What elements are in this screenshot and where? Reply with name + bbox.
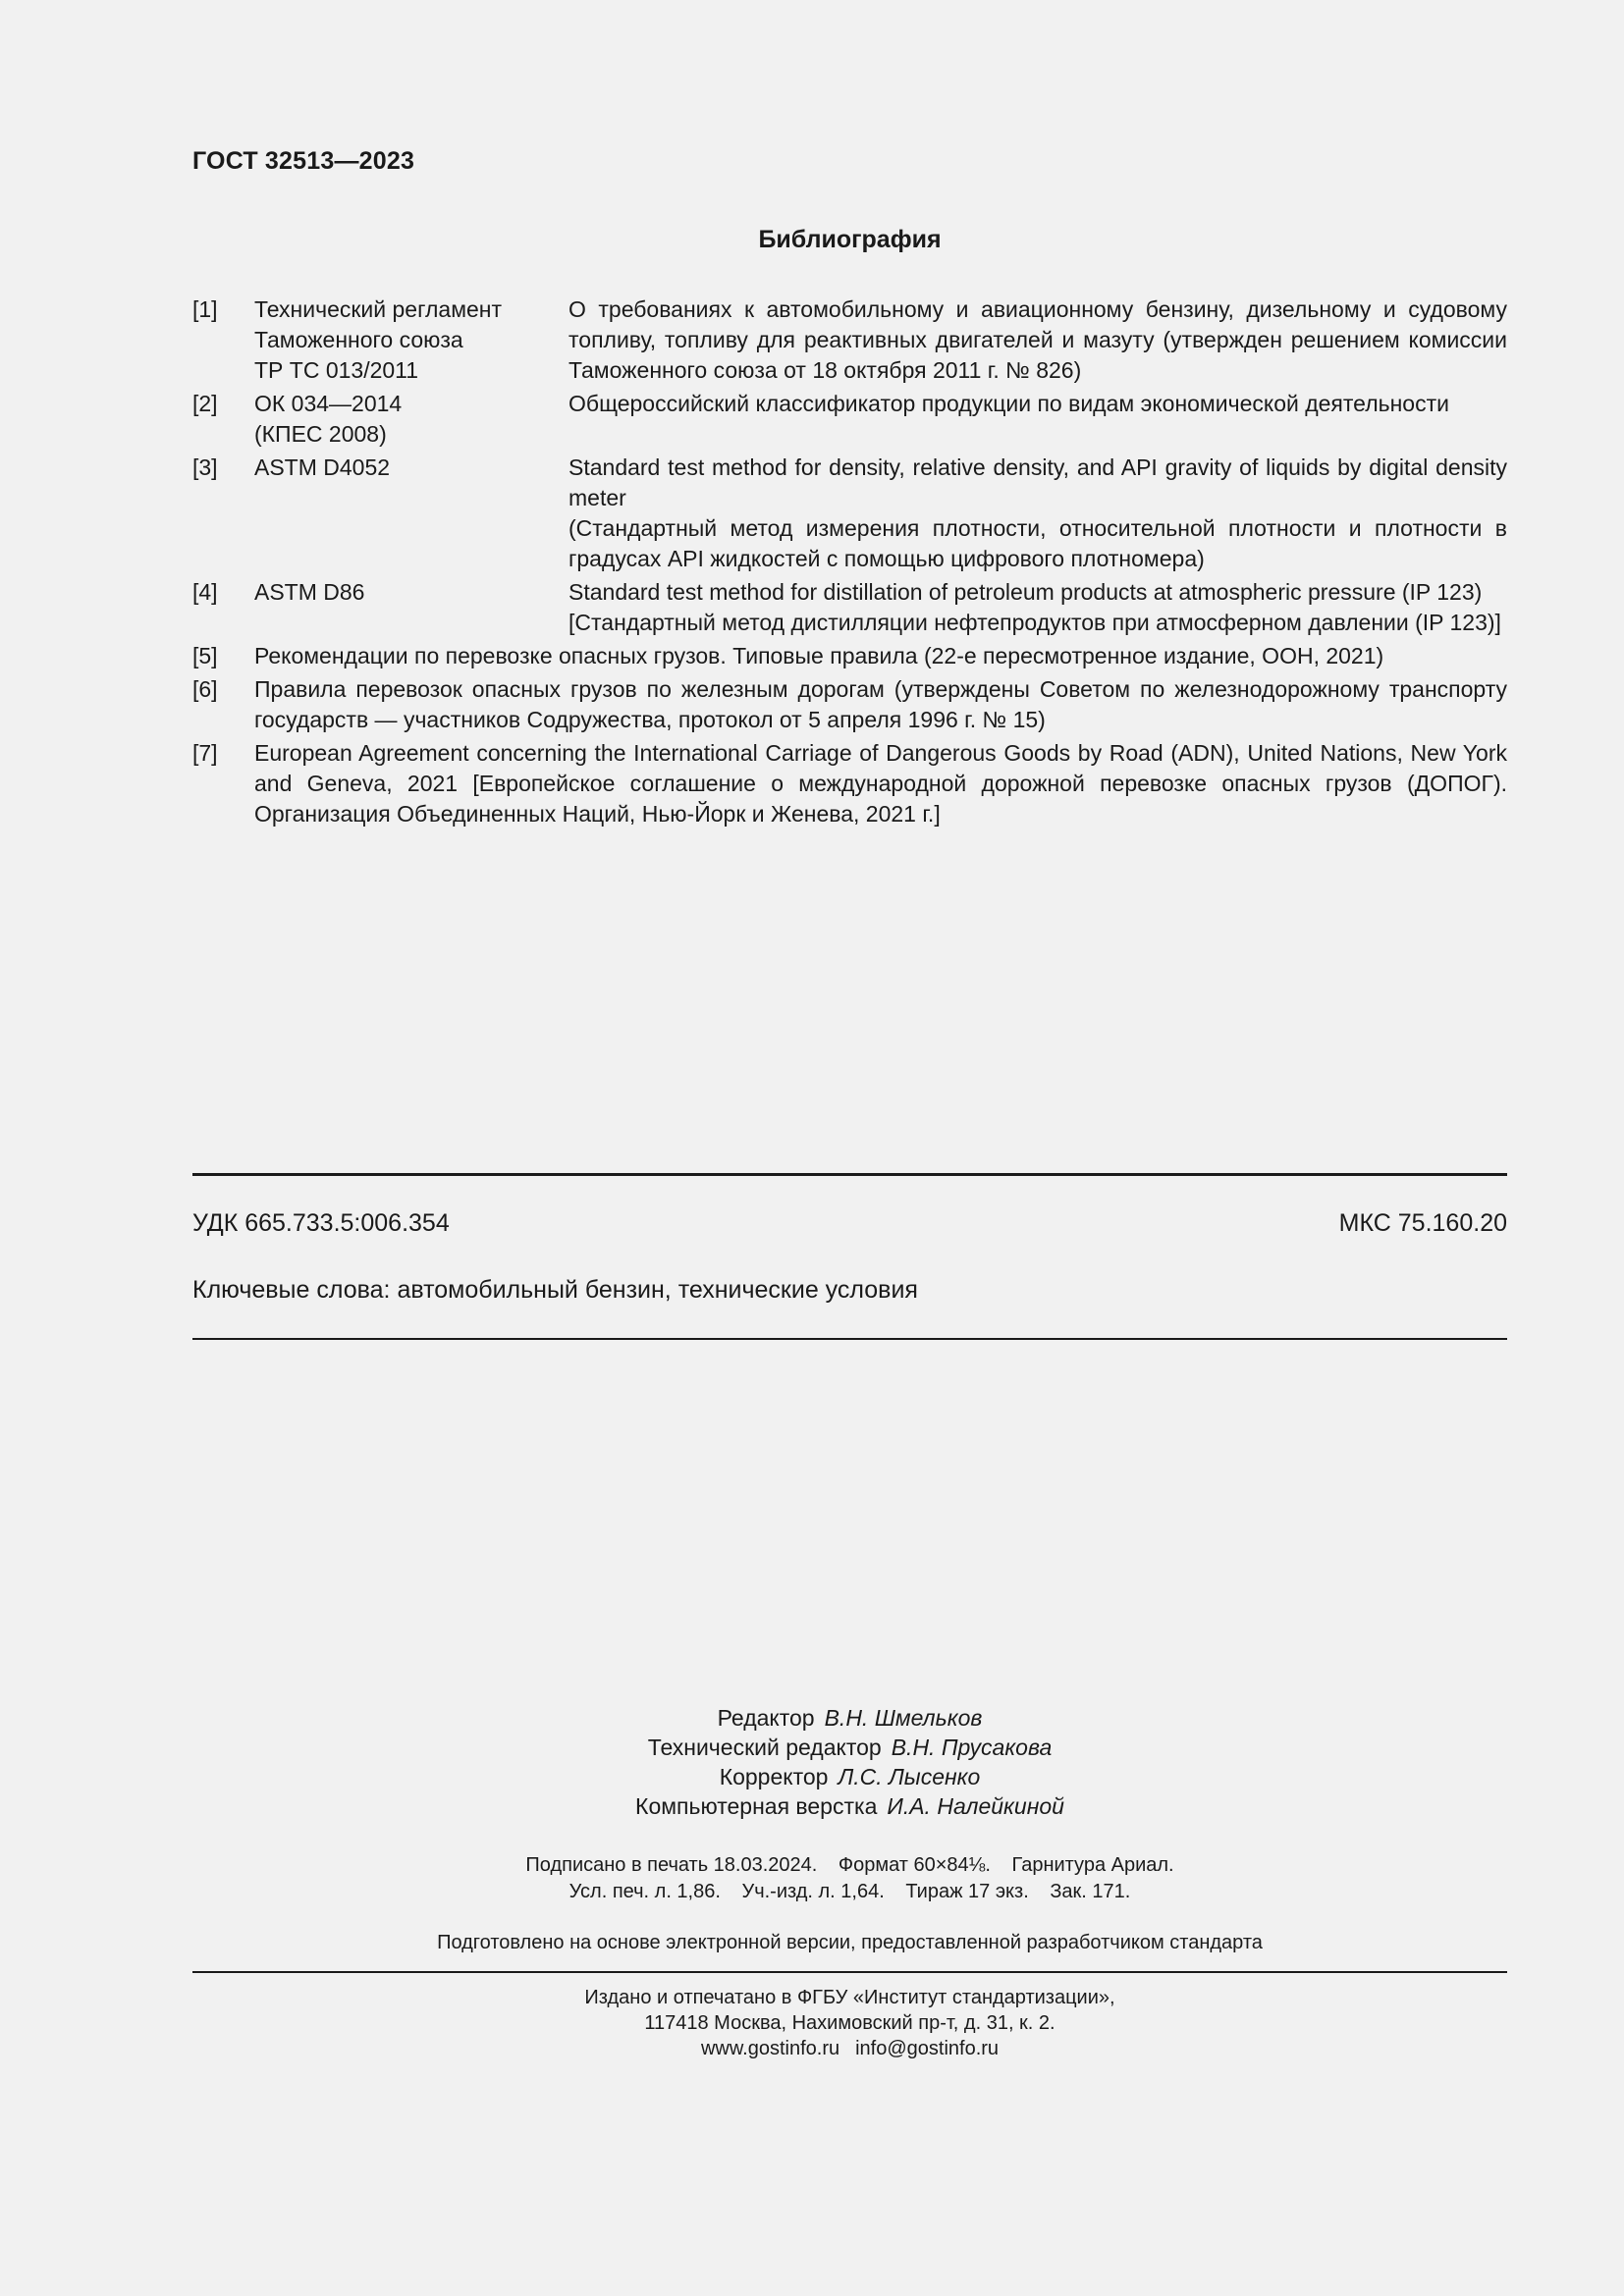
print-sheets: Усл. печ. л. 1,86. <box>568 1881 721 1902</box>
description-text: Standard test method for density, relative density, and API gravity of liquids by digital density meter <box>568 454 1507 510</box>
publisher-contacts <box>192 2036 1507 2061</box>
publisher-line: Издано и отпечатано в ФГБУ «Институт стандартизации», <box>584 1987 1115 2008</box>
description-text: Общероссийский классификатор продукции по видам экономической деятельности <box>568 391 1449 416</box>
credits <box>192 1703 1507 1821</box>
signed-date: Подписано в печать 18.03.2024. <box>525 1854 818 1876</box>
page <box>192 0 1507 2296</box>
print-info-line <box>192 1879 1507 1905</box>
website-link[interactable]: www.gostinfo.ru <box>700 2038 840 2059</box>
entry-source <box>254 577 568 638</box>
entry-source <box>254 389 568 450</box>
entry-description <box>568 577 1507 638</box>
divider <box>192 1338 1507 1340</box>
description-translation: (Стандартный метод измерения плотности, относительной плотности и плотности в градусах API жидкостей с помощью цифрового плотномера) <box>568 515 1507 571</box>
mks-code: МКС 75.160.20 <box>1338 1209 1507 1237</box>
entry-text: European Agreement concerning the International Carriage of Dangerous Goods by Road (ADN), United Nations, New York and Geneva, 2021 [Европейское соглашение о международной дорожной перевозке опасных грузов (ДОПОГ). Организация Объединенных Наций, Нью-Йорк и Женева, 2021 г.] <box>254 740 1507 827</box>
entry-description <box>568 453 1507 574</box>
print-info <box>192 1852 1507 1905</box>
entry-text: Правила перевозок опасных грузов по железным дорогам (утверждены Советом по железнодорожному транспорту государств — участников Содружества, протокол от 5 апреля 1996 г. № 15) <box>254 676 1507 732</box>
bibliography-entry <box>192 674 1507 735</box>
entry-number: [7] <box>192 740 218 766</box>
credit-line <box>192 1703 1507 1733</box>
credit-line <box>192 1762 1507 1791</box>
print-run: Тираж 17 экз. <box>905 1881 1029 1902</box>
udk-code: УДК 665.733.5:006.354 <box>192 1209 450 1237</box>
bibliography-entry <box>192 294 1507 386</box>
source-line: ASTM D86 <box>254 579 365 605</box>
print-info-line <box>192 1852 1507 1879</box>
credit-role: Технический редактор <box>647 1735 882 1760</box>
divider <box>192 1173 1507 1176</box>
bibliography-entry <box>192 577 1507 638</box>
source-line: Таможенного союза <box>254 327 463 352</box>
entry-description <box>568 294 1507 386</box>
bibliography-title: Библиография <box>758 226 942 253</box>
source-line: (КПЕС 2008) <box>254 421 387 447</box>
entry-number: [1] <box>192 296 218 322</box>
credit-line <box>192 1733 1507 1762</box>
bibliography-entry <box>192 453 1507 574</box>
bibliography-entry <box>192 389 1507 450</box>
entry-number: [3] <box>192 454 218 480</box>
source-line: ТР ТС 013/2011 <box>254 357 419 383</box>
document-id: ГОСТ 32513—2023 <box>192 147 415 175</box>
description-text: О требованиях к автомобильному и авиационному бензину, дизельному и судовому топливу, топливу для реактивных двигателей и мазуту (утвержден решением комиссии Таможенного союза от 18 октября 2011 г. № 826) <box>568 296 1507 383</box>
credit-person: В.Н. Прусакова <box>891 1735 1053 1760</box>
credit-person: В.Н. Шмельков <box>824 1705 983 1731</box>
typeface: Гарнитура Ариал. <box>1011 1854 1174 1876</box>
description-text: Standard test method for distillation of petroleum products at atmospheric pressure (IP 123) <box>568 579 1483 605</box>
publisher-info <box>192 1985 1507 2061</box>
entry-number: [6] <box>192 676 218 702</box>
entry-source <box>254 453 568 574</box>
bibliography-entry <box>192 641 1507 671</box>
credit-person: Л.С. Лысенко <box>838 1764 981 1789</box>
credit-role: Компьютерная верстка <box>635 1793 878 1819</box>
entry-number: [4] <box>192 579 218 605</box>
format: Формат 60×84⅛. <box>838 1854 991 1876</box>
keywords: Ключевые слова: автомобильный бензин, технические условия <box>192 1276 918 1304</box>
source-line: Технический регламент <box>254 296 503 322</box>
entry-source <box>254 294 568 386</box>
publishing-sheets: Уч.-изд. л. 1,64. <box>741 1881 885 1902</box>
entry-number: [2] <box>192 391 218 416</box>
entry-description <box>568 389 1507 450</box>
source-line: ASTM D4052 <box>254 454 391 480</box>
credit-person: И.А. Налейкиной <box>887 1793 1064 1819</box>
description-translation: [Стандартный метод дистилляции нефтепродуктов при атмосферном давлении (IP 123)] <box>568 610 1501 635</box>
divider <box>192 1971 1507 1973</box>
email-link[interactable]: info@gostinfo.ru <box>855 2038 1000 2059</box>
credit-line <box>192 1791 1507 1821</box>
bibliography-entry <box>192 738 1507 829</box>
credit-role: Корректор <box>719 1764 829 1789</box>
prepared-note: Подготовлено на основе электронной версии, предоставленной разработчиком стандарта <box>437 1932 1263 1953</box>
publisher-address: 117418 Москва, Нахимовский пр-т, д. 31, к. 2. <box>644 2012 1056 2034</box>
order-number: Зак. 171. <box>1050 1881 1131 1902</box>
bibliography-list <box>192 294 1507 832</box>
entry-text: Рекомендации по перевозке опасных грузов. Типовые правила (22-е пересмотренное издание, ООН, 2021) <box>254 643 1384 668</box>
entry-number: [5] <box>192 643 218 668</box>
source-line: ОК 034—2014 <box>254 391 403 416</box>
credit-role: Редактор <box>717 1705 815 1731</box>
